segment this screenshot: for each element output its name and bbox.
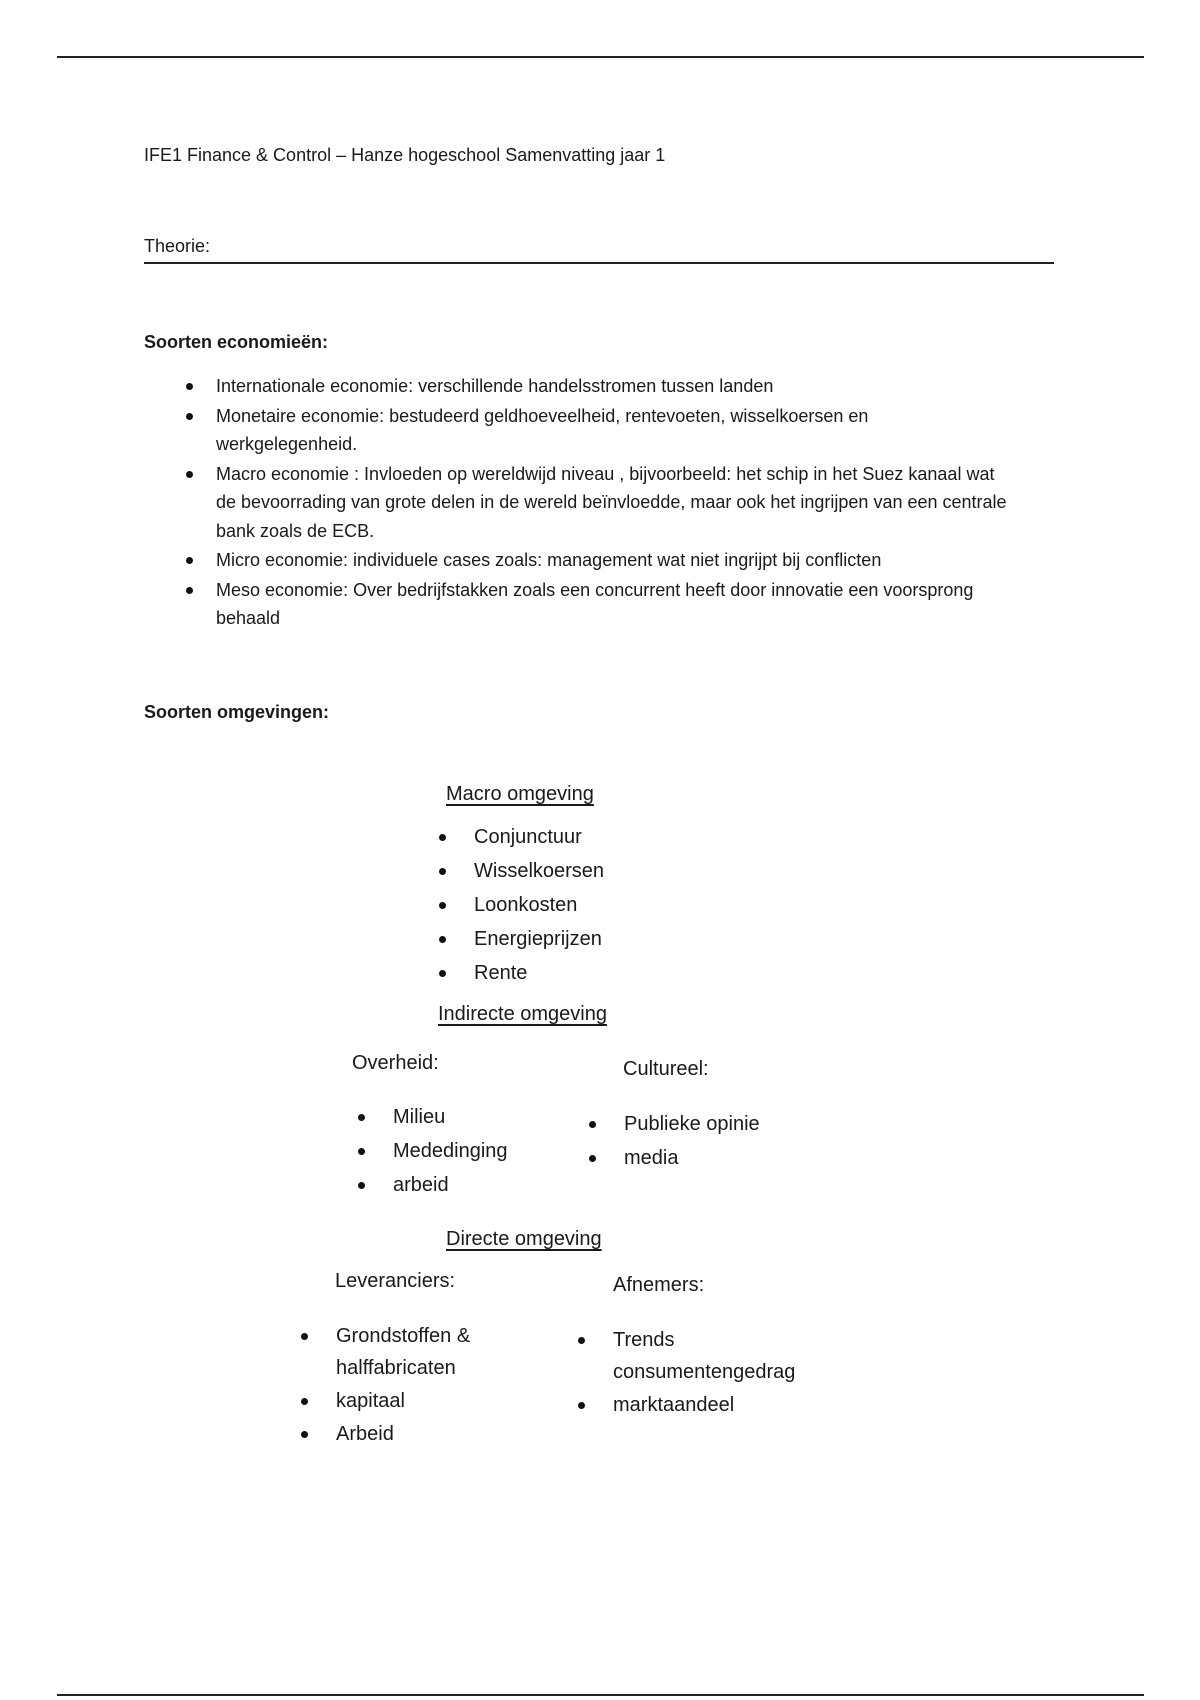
cultureel-list xyxy=(586,1108,760,1176)
afnemers-label: Afnemers: xyxy=(613,1274,705,1296)
list-item: Macro economie : Invloeden op wereldwijd niveau , bijvoorbeeld: het schip in het Suez kanaal wat de bevoorrading van grote delen in de wereld beïnvloedde, maar ook het ingrijpen van een centrale bank zoals de ECB. xyxy=(144,460,1014,546)
list-item: Monetaire economie: bestudeerd geldhoeveelheid, rentevoeten, wisselkoersen en werkgelegenheid. xyxy=(144,402,1014,459)
list-item: Wisselkoersen xyxy=(436,855,604,887)
omgevingen-heading: Soorten omgevingen: xyxy=(144,702,330,722)
afnemers-list xyxy=(575,1324,825,1422)
theorie-heading: Theorie: xyxy=(144,236,1054,264)
economieen-list xyxy=(144,372,1014,634)
page-bottom-rule xyxy=(57,1694,1144,1696)
document-title: IFE1 Finance & Control – Hanze hogeschool Samenvatting jaar 1 xyxy=(144,145,666,165)
economieen-heading: Soorten economieën: xyxy=(144,332,329,352)
directe-omgeving-heading: Directe omgeving xyxy=(446,1228,602,1250)
list-item: Meso economie: Over bedrijfstakken zoals een concurrent heeft door innovatie een voorsprong behaald xyxy=(144,576,1014,633)
overheid-label: Overheid: xyxy=(352,1052,439,1074)
leveranciers-label: Leveranciers: xyxy=(335,1270,456,1292)
list-item: Internationale economie: verschillende handelsstromen tussen landen xyxy=(144,372,1014,401)
list-item: arbeid xyxy=(355,1169,508,1201)
page-top-rule xyxy=(57,56,1144,58)
list-item: Arbeid xyxy=(298,1418,528,1450)
list-item: Mededinging xyxy=(355,1135,508,1167)
list-item: Micro economie: individuele cases zoals: management wat niet ingrijpt bij conflicten xyxy=(144,546,1014,575)
list-item: kapitaal xyxy=(298,1385,528,1417)
list-item: Energieprijzen xyxy=(436,923,604,955)
list-item: Publieke opinie xyxy=(586,1108,760,1140)
macro-omgeving-list xyxy=(436,821,604,991)
list-item: Grondstoffen & halffabricaten xyxy=(298,1320,528,1384)
cultureel-label: Cultureel: xyxy=(623,1058,709,1080)
list-item: Conjunctuur xyxy=(436,821,604,853)
leveranciers-list xyxy=(298,1320,528,1451)
list-item: Trends consumentengedrag xyxy=(575,1324,825,1388)
list-item: Milieu xyxy=(355,1101,508,1133)
overheid-list xyxy=(355,1101,508,1203)
list-item: Loonkosten xyxy=(436,889,604,921)
list-item: Rente xyxy=(436,957,604,989)
list-item: marktaandeel xyxy=(575,1389,825,1421)
list-item: media xyxy=(586,1142,760,1174)
indirecte-omgeving-heading: Indirecte omgeving xyxy=(438,1003,607,1025)
macro-omgeving-heading: Macro omgeving xyxy=(446,783,594,805)
